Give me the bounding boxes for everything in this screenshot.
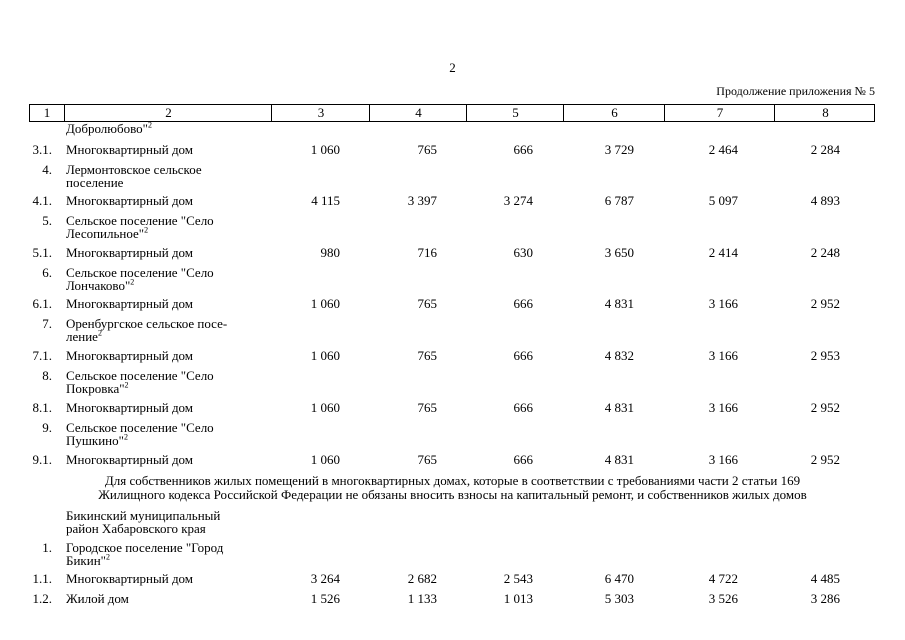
row-value-col-3: 4 115: [311, 193, 340, 208]
note-paragraph: [0, 474, 905, 502]
row-number: 1.2.: [32, 591, 52, 606]
row-value-col-8: 2 284: [810, 142, 840, 157]
table-header: [29, 104, 875, 122]
row-value-col-5: 666: [513, 142, 533, 157]
row-value-col-7: 5 097: [708, 193, 738, 208]
row-number: 3.1.: [32, 142, 52, 157]
row-value-col-6: 4 831: [604, 296, 634, 311]
row-value-col-8: 3 286: [810, 591, 840, 606]
row-value-col-8: 2 248: [810, 245, 840, 260]
row-number: 5.1.: [32, 245, 52, 260]
row-name: Многоквартирный дом: [66, 348, 194, 363]
row-value-col-5: 630: [513, 245, 533, 260]
row-number: 9.: [42, 420, 52, 435]
row-value-col-6: 4 831: [604, 452, 634, 467]
row-number: 9.1.: [32, 452, 52, 467]
row-value-col-6: 6 787: [604, 193, 634, 208]
row-value-col-8: 4 893: [810, 193, 840, 208]
row-value-col-7: 2 414: [708, 245, 738, 260]
row-value-col-6: 4 832: [604, 348, 634, 363]
row-number: 6.1.: [32, 296, 52, 311]
header-cell: 1: [43, 105, 51, 120]
row-number: 1.: [42, 540, 52, 555]
row-value-col-3: 1 060: [310, 142, 340, 157]
row-value-col-7: 3 166: [708, 348, 738, 363]
row-name: Сельское поселение "Село Лончаково"$^2$: [66, 265, 214, 293]
header-cell: 3: [271, 105, 370, 121]
row-name: Добролюбово"$^2$: [66, 120, 152, 136]
row-value-col-5: 3 274: [503, 193, 533, 208]
header-cell: 7: [664, 105, 775, 121]
row-number: 8.: [42, 368, 52, 383]
row-value-col-4: 765: [417, 348, 437, 363]
row-value-col-3: 1 060: [310, 400, 340, 415]
row-value-col-6: 4 831: [604, 400, 634, 415]
row-value-col-5: 666: [513, 296, 533, 311]
row-value-col-6: 5 303: [604, 591, 634, 606]
row-value-col-5: 666: [513, 452, 533, 467]
row-value-col-5: 666: [513, 400, 533, 415]
row-number: 4.1.: [32, 193, 52, 208]
row-value-col-6: 3 650: [604, 245, 634, 260]
row-value-col-8: 2 952: [810, 452, 840, 467]
row-number: 8.1.: [32, 400, 52, 415]
row-name: Сельское поселение "Село Покровка"$^2$: [66, 368, 214, 396]
row-name: Многоквартирный дом: [66, 142, 194, 157]
row-value-col-3: 3 264: [310, 571, 340, 586]
row-name: Жилой дом: [66, 591, 129, 606]
row-value-col-4: 2 682: [407, 571, 437, 586]
header-cell: 4: [369, 105, 467, 121]
row-value-col-4: 765: [417, 400, 437, 415]
row-name: Сельское поселение "Село Лесопильное"$^2$: [66, 213, 214, 241]
row-name: Городское поселение "Город Бикин"$^2$: [66, 540, 224, 568]
row-number: 6.: [42, 265, 52, 280]
row-value-col-7: 2 464: [708, 142, 738, 157]
row-value-col-5: 1 013: [503, 591, 533, 606]
continuation-label: Продолжение приложения № 5: [716, 84, 875, 98]
row-value-col-3: 980: [320, 245, 340, 260]
row-number: 4.: [42, 162, 52, 177]
row-value-col-4: 1 133: [407, 591, 437, 606]
row-name: Оренбургское сельское посе- ление$^2$: [66, 316, 228, 344]
header-cell: 2: [64, 105, 272, 121]
row-number: 7.1.: [32, 348, 52, 363]
row-value-col-3: 1 060: [310, 296, 340, 311]
row-value-col-6: 3 729: [604, 142, 634, 157]
row-value-col-5: 666: [513, 348, 533, 363]
row-value-col-7: 3 166: [708, 452, 738, 467]
row-name: Многоквартирный дом: [66, 400, 194, 415]
row-value-col-4: 765: [417, 142, 437, 157]
row-value-col-3: 1 060: [310, 452, 340, 467]
row-number: 1.1.: [32, 571, 52, 586]
row-name: Многоквартирный дом: [66, 245, 194, 260]
page-number: 2: [449, 60, 456, 75]
row-value-col-7: 3 166: [708, 296, 738, 311]
row-name: Многоквартирный дом: [66, 571, 194, 586]
row-value-col-8: 2 952: [810, 400, 840, 415]
row-name: Многоквартирный дом: [66, 296, 194, 311]
row-value-col-3: 1 526: [310, 591, 340, 606]
row-value-col-8: 2 953: [810, 348, 840, 363]
row-number: 7.: [42, 316, 52, 331]
row-value-col-8: 4 485: [810, 571, 840, 586]
row-name: Многоквартирный дом: [66, 452, 194, 467]
row-name: Многоквартирный дом: [66, 193, 194, 208]
row-value-col-4: 716: [417, 245, 437, 260]
note-line-1: Для собственников жилых помещений в многоквартирных домах, которые в соответствии с требованиями части 2 статьи 169: [104, 473, 801, 488]
row-value-col-7: 4 722: [708, 571, 738, 586]
row-name: Сельское поселение "Село Пушкино"$^2$: [66, 420, 214, 448]
row-value-col-7: 3 526: [708, 591, 738, 606]
row-name: Бикинский муниципальный район Хабаровского края: [66, 508, 221, 536]
row-value-col-5: 2 543: [503, 571, 533, 586]
row-value-col-4: 765: [417, 452, 437, 467]
header-cell: 6: [563, 105, 665, 121]
row-value-col-3: 1 060: [310, 348, 340, 363]
row-value-col-7: 3 166: [708, 400, 738, 415]
row-number: 5.: [42, 213, 52, 228]
row-value-col-8: 2 952: [810, 296, 840, 311]
header-cell: 8: [774, 105, 876, 121]
row-value-col-6: 6 470: [604, 571, 634, 586]
row-value-col-4: 3 397: [407, 193, 437, 208]
header-cell: 5: [466, 105, 564, 121]
row-value-col-4: 765: [417, 296, 437, 311]
note-line-2: Жилищного кодекса Российской Федерации не обязаны вносить взносы на капитальный ремонт, и собственников жилых домов: [98, 487, 807, 502]
row-name: Лермонтовское сельское поселение: [66, 162, 202, 190]
